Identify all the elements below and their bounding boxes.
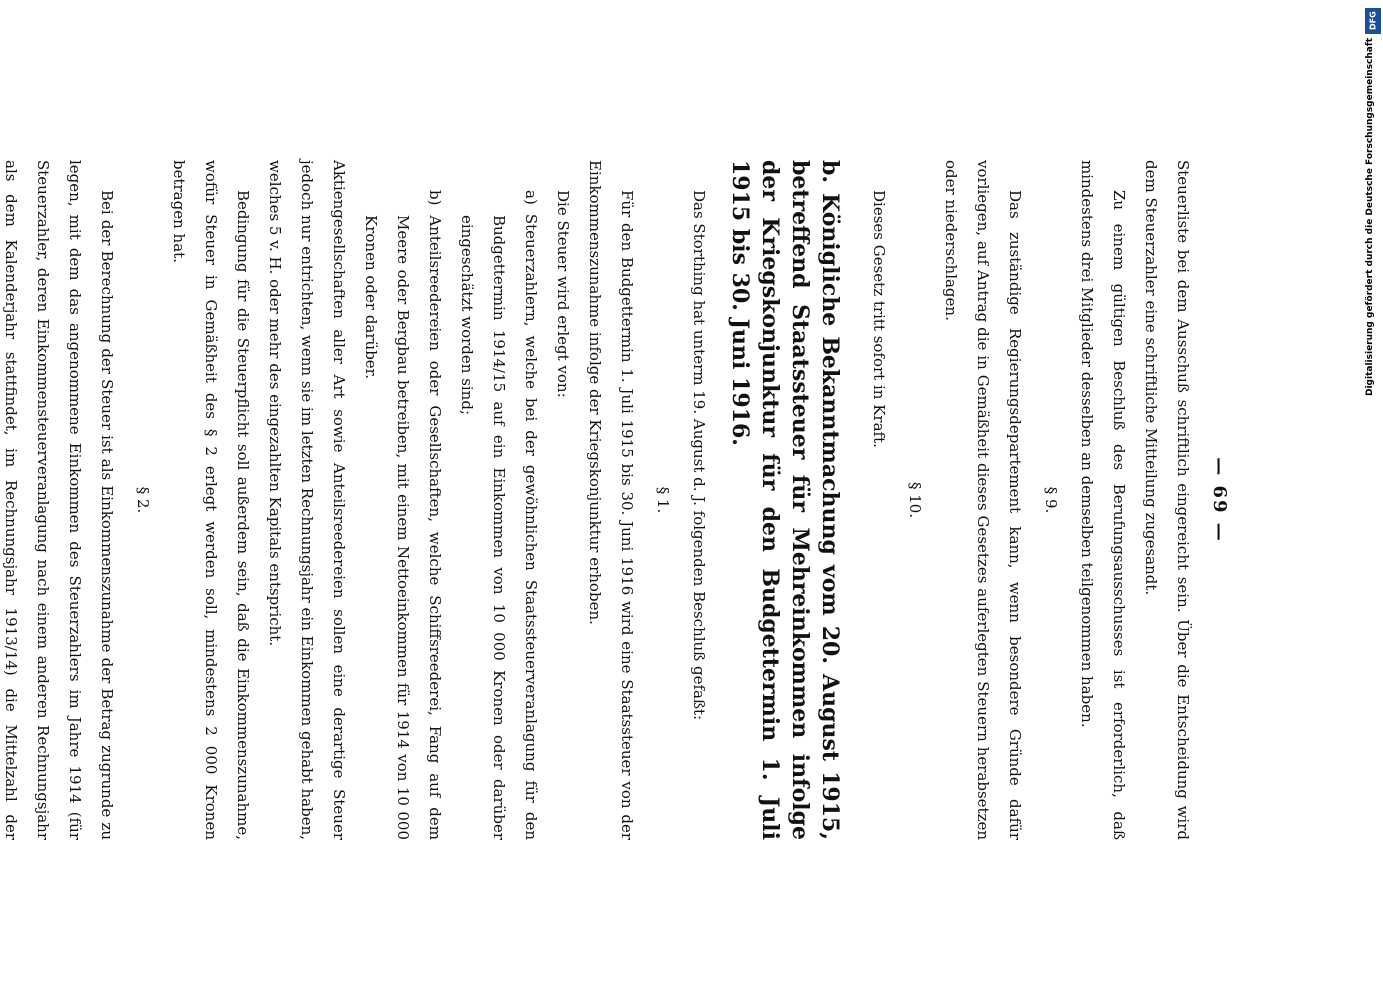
dfg-logo-icon: DFG — [1365, 8, 1381, 34]
paragraph: Steuerliste bei dem Ausschuß schriftlich eingereicht sein. Über die Entscheidung wird dem Steuerzahler eine schriftliche Mitteilung zugesandt. — [1142, 160, 1192, 840]
paragraph: Bei der Berechnung der Steuer ist als Einkommenszunahme der Betrag zugrunde zu legen, mit dem das angenommene Einkommen des Steuerzahlers im Jahre 1914 (für Steuerzahler, deren Einkommensteuerveranlagung nach einem anderen Rechnungsjahr als dem Kalenderjahr stattfindet, im Rechnungsjahr 1913/14) die Mittelzahl der — [2, 160, 116, 840]
paragraph: Dieses Gesetz tritt sofort in Kraft. — [870, 190, 888, 448]
paragraph: Zu einem gültigen Beschluß des Berufungsausschusses ist erforderlich, daß mindestens drei Mitglieder desselben an demselben teilgenommen haben. — [1078, 160, 1128, 840]
list-item: a) Steuerzahlern, welche bei der gewöhnlichen Staatssteuerveranlagung für den Budgettermin 1914/15 auf ein Einkommen von 10 000 Kronen oder darüber eingeschätzt worden sind; — [458, 190, 540, 840]
paragraph: Die Steuer wird erlegt von: — [554, 190, 572, 398]
paragraph: Das Storthing hat unterm 19. August d. J. folgenden Beschluß gefaßt: — [690, 190, 708, 721]
list-item: b) Anteilsreedereien oder Gesellschaften, welche Schiffsreederei, Fang auf dem Meere oder Bergbau betreiben, mit einem Nettoeinkommen für 1914 von 10 000 Kronen oder darüber. — [362, 190, 444, 840]
section-heading: § 2. — [134, 486, 152, 514]
paragraph: Bedingung für die Steuerpflicht soll außerdem sein, daß die Einkommenszunahme, wofür Steuer in Gemäßheit des § 2 erlegt werden soll, mindestens 2 000 Kronen betragen hat. — [170, 160, 252, 840]
section-heading: § 10. — [906, 481, 924, 519]
section-heading: § 1. — [654, 486, 672, 514]
paragraph: Aktiengesellschaften aller Art sowie Anteilsreedereien sollen eine derartige Steuer jedoch nur entrichten, wenn sie im letzten Rechnungsjahr ein Einkommen gehabt haben, welches 5 v. H. oder mehr des eingezahlten Kapitals entspricht. — [266, 160, 348, 840]
paragraph: Für den Budgettermin 1. Juli 1915 bis 30. Juni 1916 wird eine Staatssteuer von der Einkommenszunahme infolge der Kriegskonjunktur erhoben. — [586, 160, 636, 840]
page-number: — 69 — — [1209, 457, 1230, 543]
page-content — [0, 160, 1230, 840]
section-heading: § 9. — [1042, 486, 1060, 514]
digitization-notice: Digitalisierung gefördert durch die Deutsche Forschungsgemeinschaft — [1365, 37, 1375, 396]
scanned-page — [2, 160, 1230, 840]
document-title: b. Königliche Bekanntmachung vom 20. August 1915, betreffend Staatssteuer für Mehreinkommen infolge der Kriegskonjunktur für den Budgettermin 1. Juli 1915 bis 30. Juni 1916. — [727, 160, 843, 840]
paragraph: Das zuständige Regierungsdepartement kann, wenn besondere Gründe dafür vorliegen, auf Antrag die in Gemäßheit dieses Gesetzes auferlegten Steuern herabsetzen oder niederschlagen. — [942, 160, 1024, 840]
